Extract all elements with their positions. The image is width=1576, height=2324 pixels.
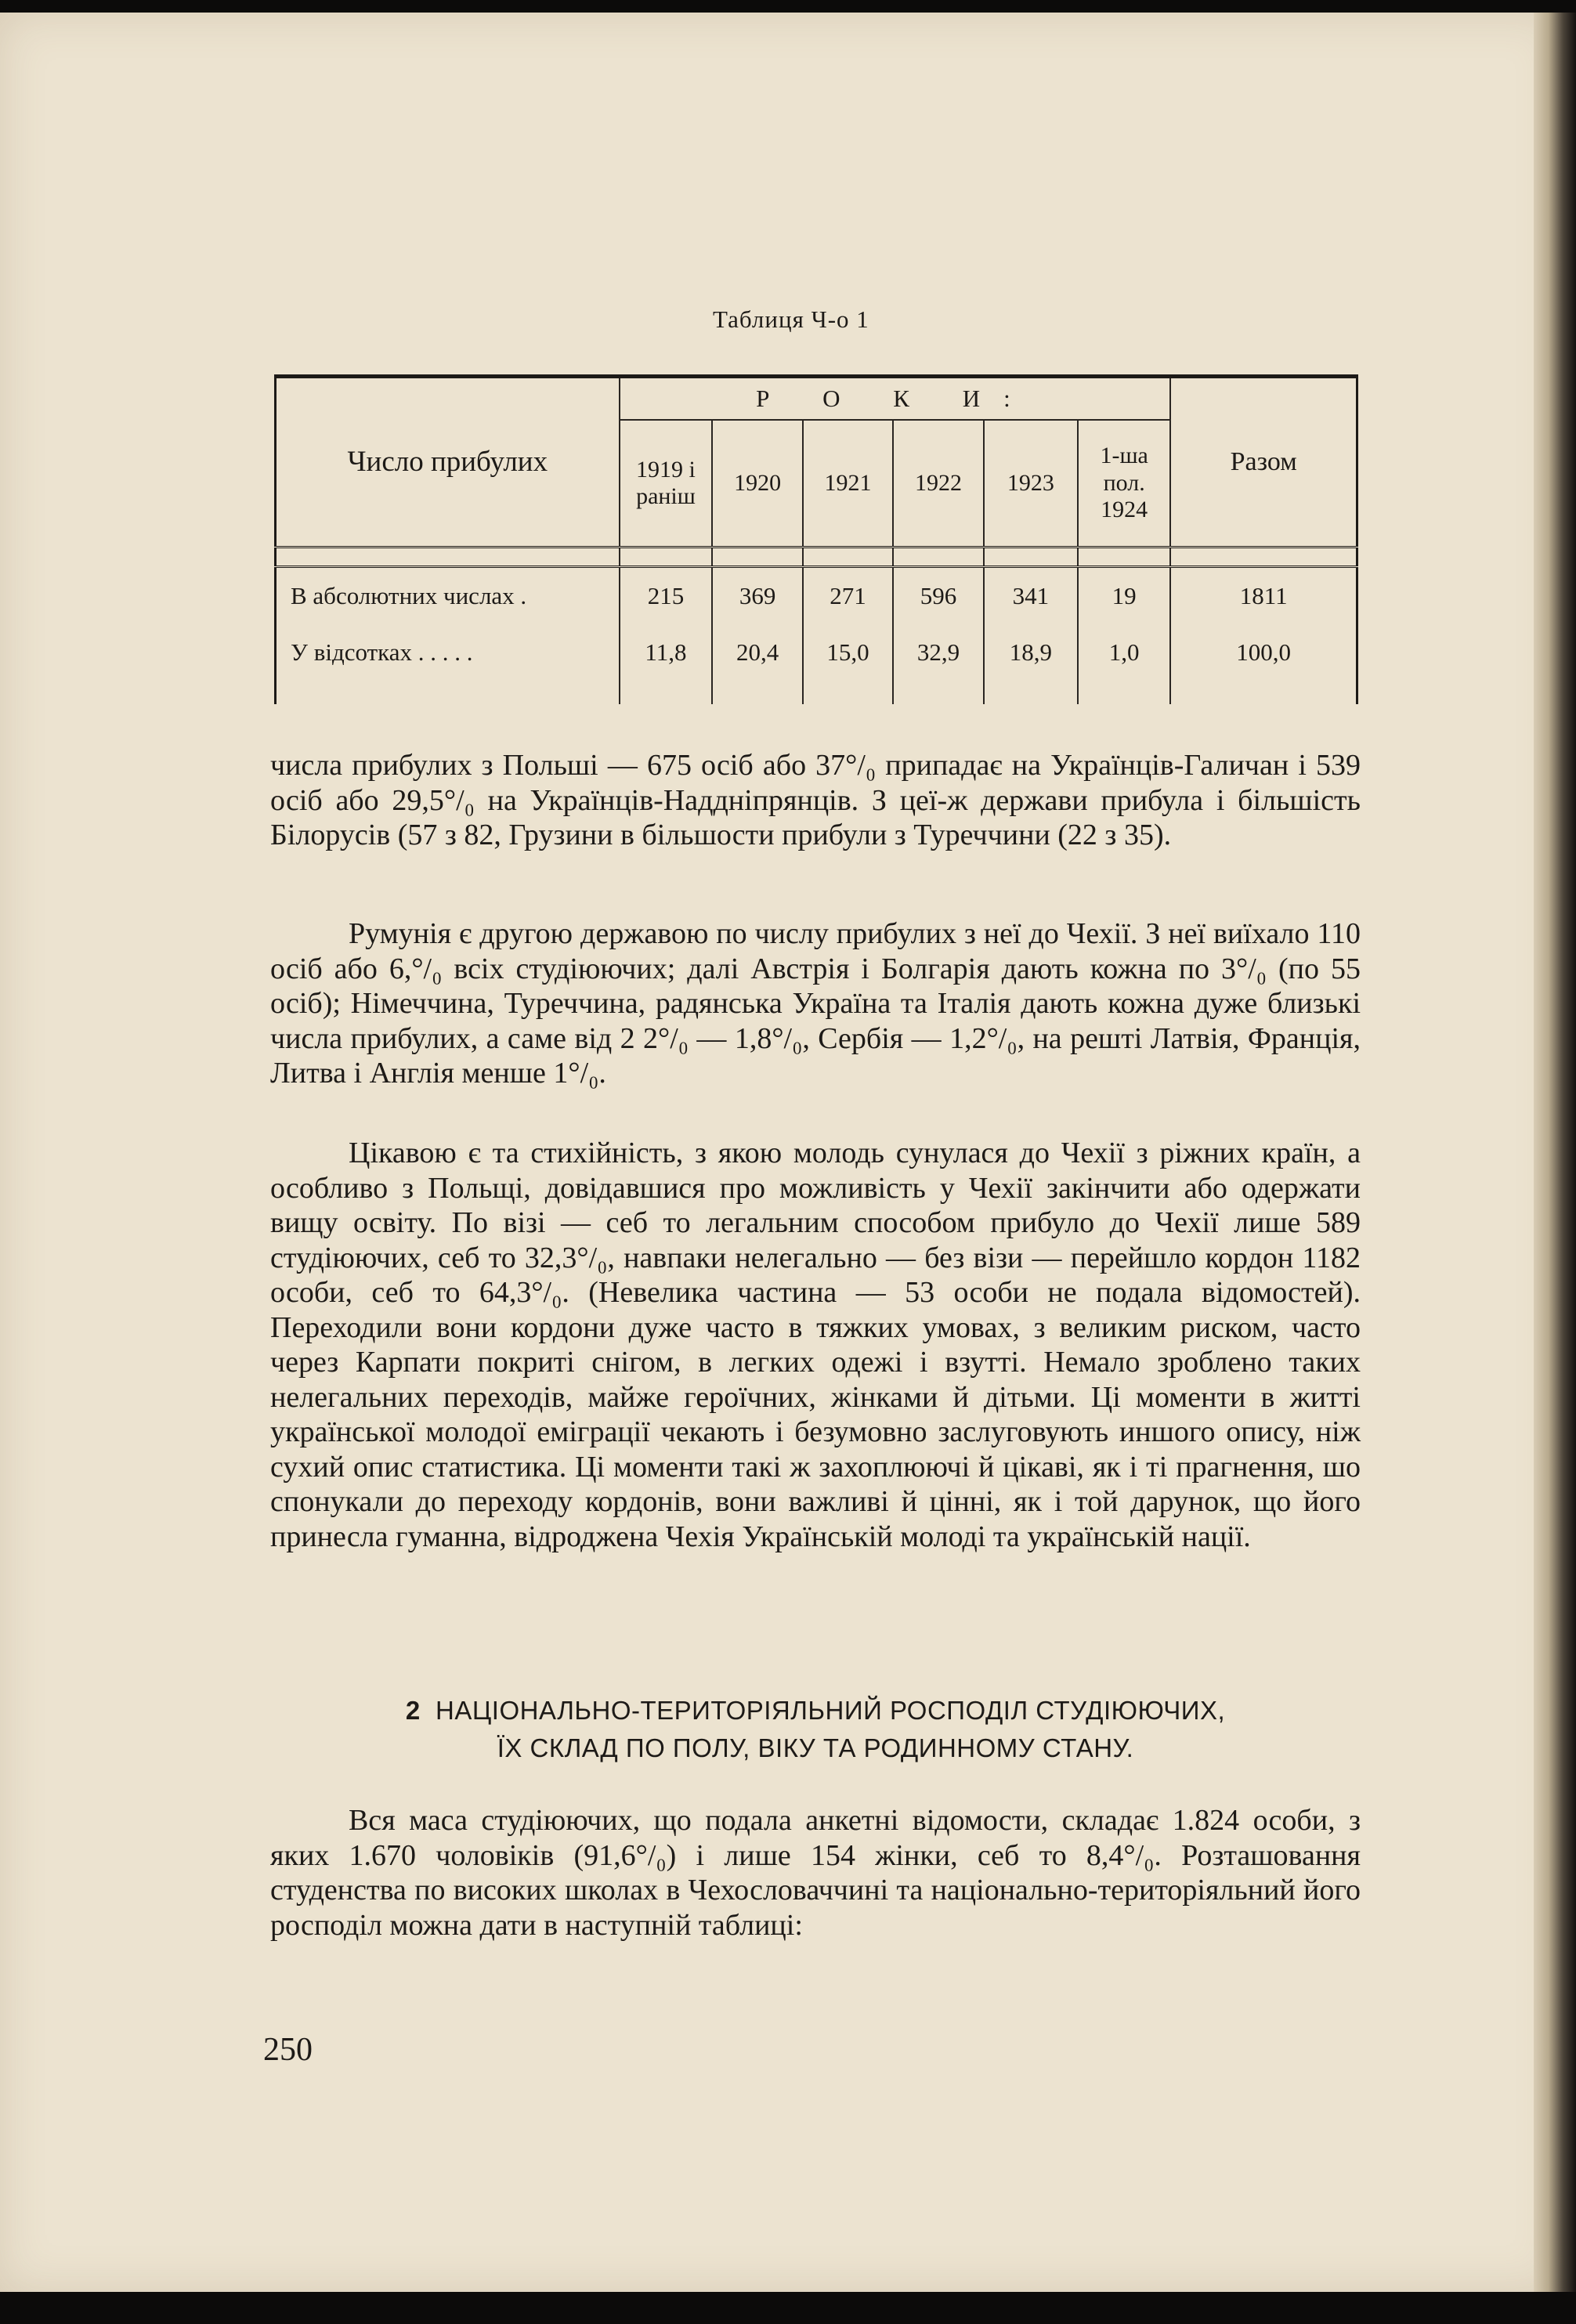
table-cell: 271 [803,567,893,625]
table-cell-total: 1811 [1170,567,1357,625]
book-binding-edge [1534,13,1576,2292]
table-cell: 32,9 [893,624,983,681]
row-header: Число прибулих [347,446,548,478]
section-heading-line-1 [270,1692,1361,1729]
section-title-line-1: НАЦІОНАЛЬНО-ТЕРИТОРІЯЛЬНИЙ РОСПОДІЛ СТУДІЮЮЧИХ, [436,1696,1226,1725]
row-label: В абсолютних числах . [276,567,620,625]
body-paragraph: Вся маса студіюючих, що подала анкетні відомости, складає 1.824 особи, з яких 1.670 чоловіків (91,6°/₀) і лише 154 жінки, себ то 8,4°/₀. Розташовання студенства по високих школах в Чехословаччині та національно-територіяльний його росподіл можна дати в наступній таблиці: [270,1804,1361,1942]
section-number: 2 [405,1696,421,1725]
year-header: 1921 [803,420,893,548]
table-cell: 15,0 [803,624,893,681]
years-group-header: Р О К И: [620,377,1171,421]
year-header: 1-ша пол. 1924 [1078,420,1170,548]
table-cell: 18,9 [984,624,1078,681]
body-paragraph: Румунія є другою державою по числу прибулих з неї до Чехії. З неї виїхало 110 осіб або 6,°/₀ всіх студіюючих; далі Австрія і Болгарія дають кожна по 3°/₀ (по 55 осіб); Німеччина, Туреччина, радянська Україна та Італія дають кожна дуже близькі числа прибулих, а саме від 2 2°/₀ — 1,8°/₀, Сербія — 1,2°/₀, на решті Латвія, Франція, Литва і Англія менше 1°/₀. [270,917,1361,1090]
table-row [276,624,1357,681]
section-title-line-2: ЇХ СКЛАД ПО ПОЛУ, ВІКУ ТА РОДИННОМУ СТАНУ. [497,1733,1134,1762]
table-cell-total: 100,0 [1170,624,1357,681]
year-header: 1923 [984,420,1078,548]
table-caption: Таблиця Ч-о 1 [713,305,869,333]
table-cell: 341 [984,567,1078,625]
body-paragraph: Цікавою є та стихійність, з якою молодь сунулася до Чехії з ріжних країн, а особливо з Польщі, довідавшися про можливість у Чехії закінчити або одержати вищу освіту. По візі — себ то легальним способом прибуло до Чехії лише 589 студіюючих, себ то 32,3°/₀, навпаки нелегально — без візи — перейшло кордон 1182 особи, себ то 64,3°/₀. (Невелика частина — 53 особи не подала відомостей). Переходили вони кордони дуже часто в тяжких умовах, з великим риском, часто через Карпати покриті снігом, в легких одежі і взутті. Немало зроблено таких нелегальних переходів, майже героїчних, жінками й дітьми. Ці моменти в житті української молодої еміграції чекають і безумовно заслуговують иншого опису, ніж сухий опис статистика. Ці моменти такі ж захоплюючі й цікаві, як і ті прагнення, шо спонукали до переходу кордонів, вони важливі й цінні, як і той дарунок, що його принесла гуманна, відроджена Чехія Українській молоді та українській нації. [270,1137,1361,1553]
table-cell: 596 [893,567,983,625]
table-cell: 19 [1078,567,1170,625]
year-header: 1922 [893,420,983,548]
year-header: 1919 і раніш [620,420,713,548]
section-heading [270,1692,1361,1767]
table-row [276,567,1357,625]
total-header: Разом [1170,377,1357,548]
arrivals-table [274,374,1358,704]
page-number: 250 [263,2032,313,2068]
row-header-cell [276,377,620,548]
row-label: У відсотках . . . . . [276,624,620,681]
table-cell: 20,4 [712,624,802,681]
year-header: 1920 [712,420,802,548]
table-cell: 11,8 [620,624,713,681]
table-cell: 369 [712,567,802,625]
table-cell: 1,0 [1078,624,1170,681]
table-cell: 215 [620,567,713,625]
body-paragraph: числа прибулих з Польші — 675 осіб або 37°/₀ припадає на Українців-Галичан і 539 осіб або 29,5°/₀ на Українців-Наддніпрянців. З цеї-ж держави прибула і більшість Білорусів (57 з 82, Грузини в більшости прибули з Туреччини (22 з 35). [270,749,1361,851]
